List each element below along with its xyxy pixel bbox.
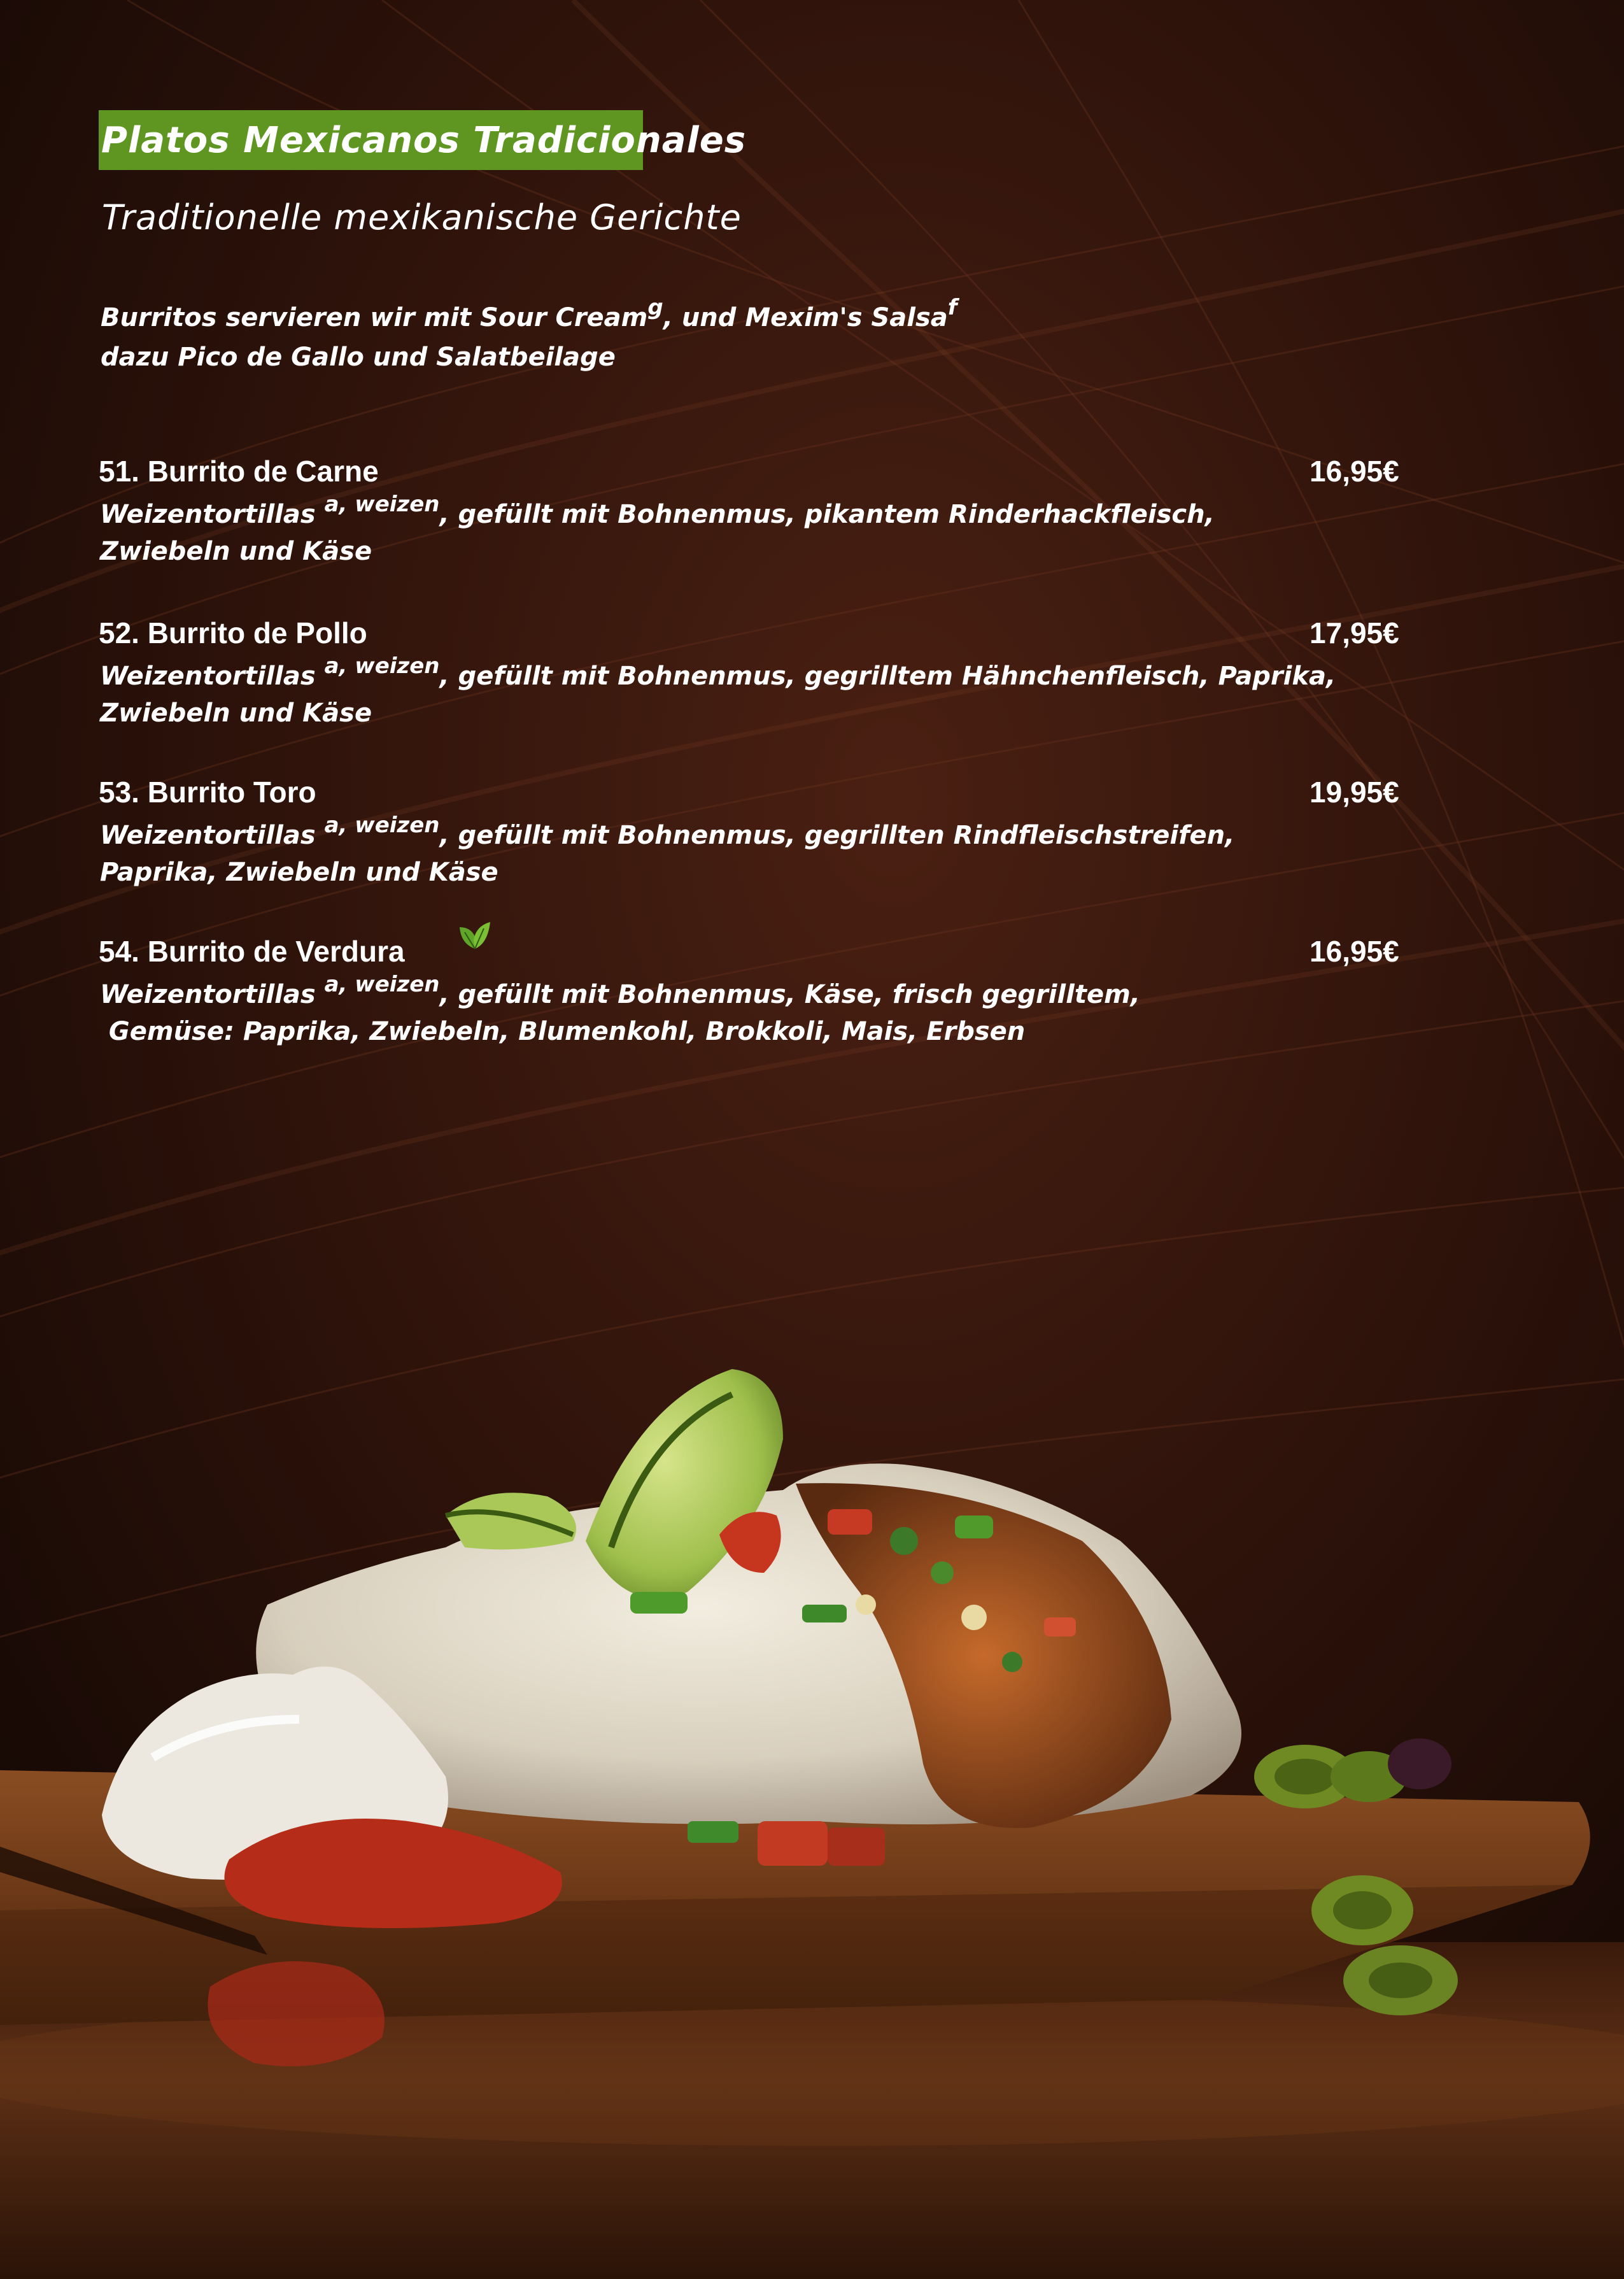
menu-item-description — [100, 653, 1336, 732]
menu-item-description-line-2: Zwiebeln und Käse — [100, 537, 372, 566]
allergen-mark-g: g — [647, 294, 663, 320]
intro-line-1-mid: , und Mexim's Salsa — [663, 303, 948, 332]
desc-rest: , gefüllt mit Bohnenmus, gegrillten Rindfleischstreifen, — [439, 821, 1235, 850]
menu-item-description-line-1 — [100, 812, 1235, 854]
allergen-mark: a, weizen — [324, 653, 440, 679]
desc-rest: , gefüllt mit Bohnenmus, gegrilltem Hähnchenfleisch, Paprika, — [439, 662, 1336, 691]
intro-line-1 — [101, 294, 957, 337]
menu-item-price: 16,95€ — [1310, 455, 1399, 488]
intro-line-2: dazu Pico de Gallo und Salatbeilage — [101, 343, 616, 372]
menu-item-name: 54. Burrito de Verdura — [99, 935, 405, 968]
vegetarian-leaf-icon — [456, 918, 494, 951]
menu-item-description — [100, 491, 1215, 570]
menu-item-price: 16,95€ — [1310, 935, 1399, 968]
intro-line-1-text: Burritos servieren wir mit Sour Cream — [101, 303, 648, 332]
menu-item-name: 51. Burrito de Carne — [99, 455, 379, 488]
allergen-mark-f: f — [947, 294, 957, 320]
page-title: Platos Mexicanos Tradicionales — [101, 119, 747, 161]
menu-item-name: 52. Burrito de Pollo — [99, 616, 367, 650]
menu-item-description-line-1 — [100, 653, 1336, 695]
menu-item-description-line-2: Paprika, Zwiebeln und Käse — [100, 858, 498, 887]
menu-item-description-line-2: Zwiebeln und Käse — [100, 699, 372, 728]
allergen-mark: a, weizen — [324, 491, 440, 517]
menu-item-description — [100, 971, 1140, 1050]
intro-text — [101, 294, 957, 377]
menu-item-description-line-1 — [100, 491, 1215, 533]
desc-prefix: Weizentortillas — [100, 980, 316, 1009]
menu-item-price: 19,95€ — [1310, 776, 1399, 809]
page-subtitle: Traditionelle mexikanische Gerichte — [102, 197, 742, 238]
menu-item-name: 53. Burrito Toro — [99, 776, 316, 809]
menu-item-description — [100, 812, 1235, 891]
menu-item-price: 17,95€ — [1310, 616, 1399, 650]
desc-prefix: Weizentortillas — [100, 821, 316, 850]
desc-prefix: Weizentortillas — [100, 500, 316, 529]
allergen-mark: a, weizen — [324, 971, 440, 997]
desc-rest: , gefüllt mit Bohnenmus, Käse, frisch gegrilltem, — [439, 980, 1140, 1009]
desc-prefix: Weizentortillas — [100, 662, 316, 691]
menu-item-description-line-2: Gemüse: Paprika, Zwiebeln, Blumenkohl, Brokkoli, Mais, Erbsen — [100, 1017, 1026, 1046]
allergen-mark: a, weizen — [324, 812, 440, 838]
title-banner — [99, 110, 747, 170]
menu-item-description-line-1 — [100, 971, 1140, 1013]
desc-rest: , gefüllt mit Bohnenmus, pikantem Rinderhackfleisch, — [439, 500, 1215, 529]
